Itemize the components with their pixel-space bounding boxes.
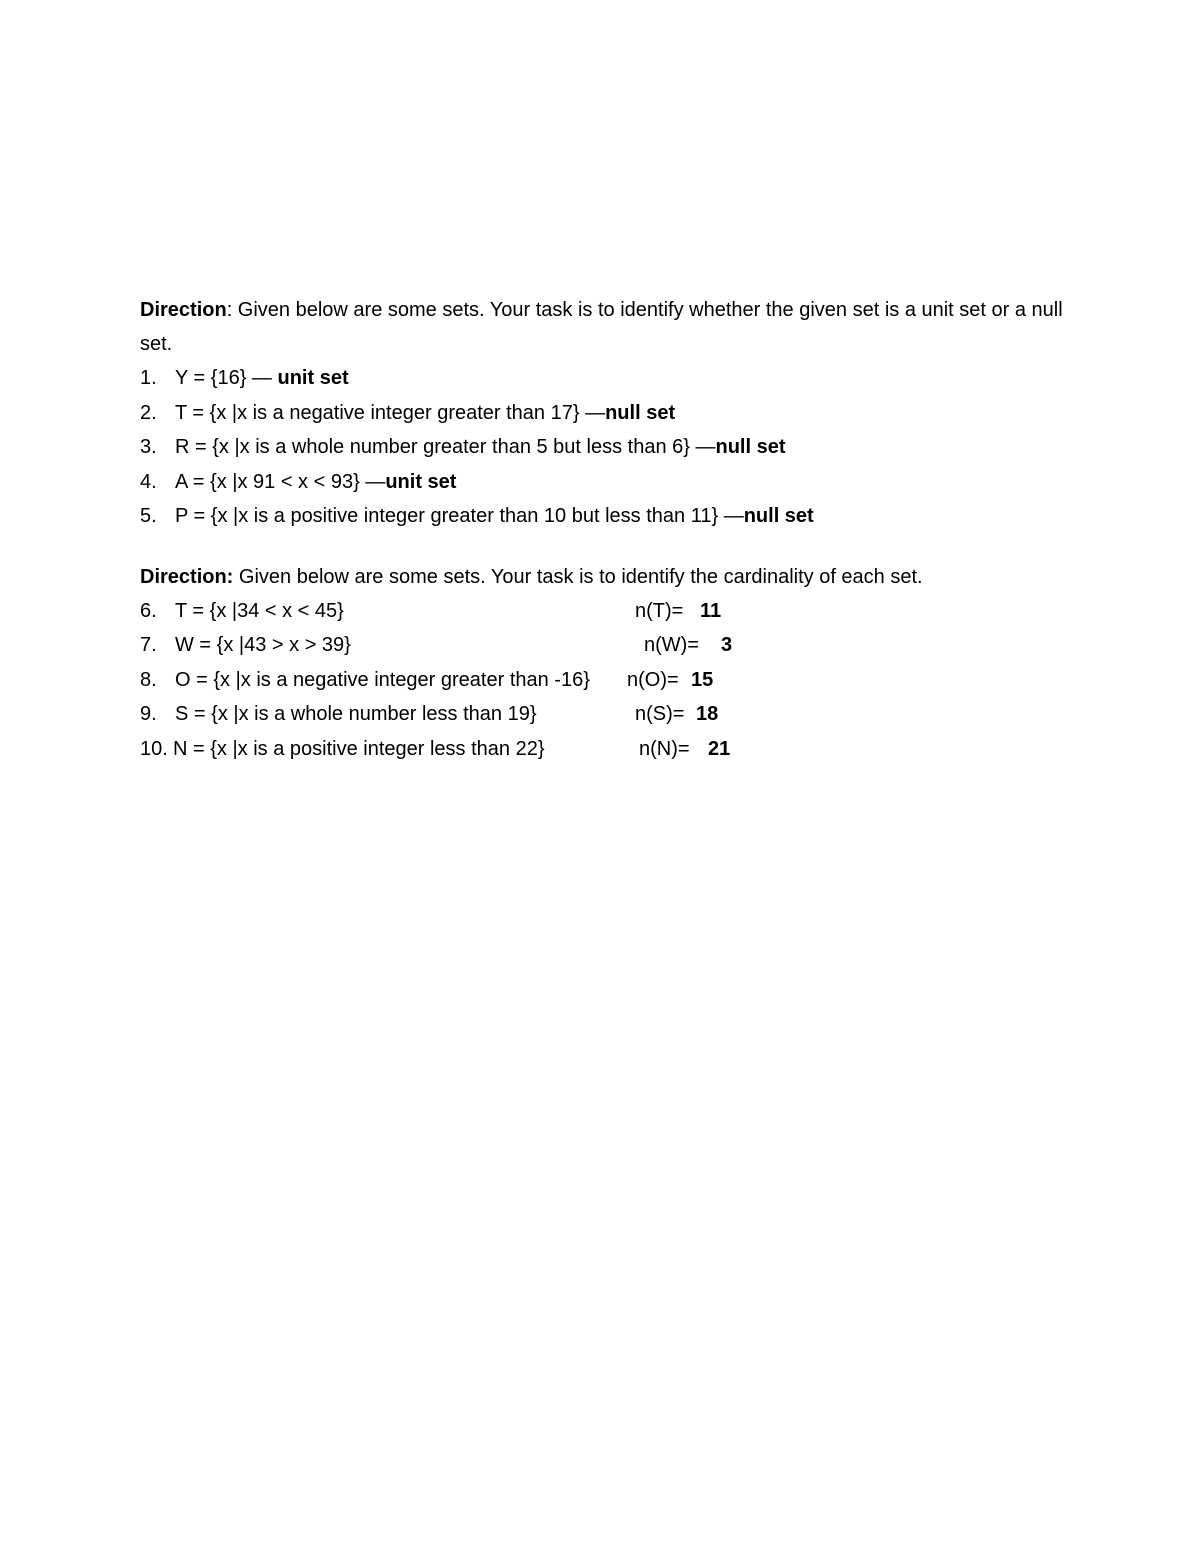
list-item — [140, 663, 1100, 698]
cardinality-value: 18 — [696, 703, 719, 725]
item-number: 5. — [140, 505, 157, 527]
set-expression — [175, 396, 675, 430]
list-item — [140, 628, 1100, 663]
set-expression — [175, 499, 814, 533]
cardinality-value: 15 — [691, 668, 714, 691]
worksheet-page — [140, 293, 1100, 766]
item-number: 4. — [140, 470, 157, 493]
item-number: 2. — [140, 401, 157, 424]
set-definition: T = {x |x is a negative integer greater than 17} — — [175, 401, 606, 424]
list-item — [140, 697, 1100, 732]
list-item — [140, 396, 1100, 431]
item-number: 3. — [140, 436, 157, 458]
item-number: 1. — [140, 367, 157, 389]
set-definition: A = {x |x 91 < x < 93} — — [175, 470, 386, 493]
list-item — [140, 499, 1100, 534]
cardinality-label: n(N)= — [639, 737, 690, 760]
cardinality-label: n(S)= — [635, 703, 685, 725]
cardinality-label: n(O)= — [627, 668, 679, 691]
cardinality-label: n(W)= — [644, 634, 699, 656]
cardinality-label: n(T)= — [635, 599, 684, 622]
set-answer: null set — [743, 505, 814, 527]
direction-paragraph-1 — [140, 293, 1100, 361]
set-expression — [175, 430, 786, 464]
direction-text: Given below are some sets. Your task is to identify the cardinality of each set. — [233, 565, 923, 588]
item-number: 9. — [140, 703, 157, 725]
cardinality-value: 21 — [708, 737, 731, 760]
set-answer: unit set — [385, 470, 457, 493]
item-number: 6. — [140, 599, 157, 622]
direction-paragraph-2 — [140, 560, 1100, 594]
list-item — [140, 594, 1100, 629]
section-spacer — [140, 534, 1100, 560]
set-expression: W = {x |43 > x > 39} — [175, 634, 351, 656]
direction-label: Direction — [140, 299, 227, 321]
list-item — [140, 465, 1100, 500]
set-answer: unit set — [277, 367, 349, 389]
set-definition: P = {x |x is a positive integer greater than 10 but less than 11} — — [175, 505, 744, 527]
item-number: 7. — [140, 634, 157, 656]
list-item — [140, 732, 1100, 767]
list-item — [140, 361, 1100, 396]
set-expression — [140, 732, 168, 766]
direction-text: : Given below are some sets. Your task is to identify whether the given set is a unit set or a null set. — [140, 299, 1063, 355]
list-item — [140, 430, 1100, 465]
item-number: 8. — [140, 668, 157, 691]
cardinality-value: 3 — [721, 634, 733, 656]
set-expression: O = {x |x is a negative integer greater than -16} — [175, 668, 590, 691]
set-answer: null set — [605, 401, 676, 424]
set-definition: N = {x |x is a positive integer less than 22} — [173, 737, 545, 760]
direction-label: Direction: — [140, 565, 234, 588]
cardinality-value: 11 — [700, 599, 722, 622]
set-answer: null set — [715, 436, 786, 458]
set-definition: Y = {16} — — [175, 367, 278, 389]
set-expression — [175, 465, 456, 499]
set-expression: T = {x |34 < x < 45} — [175, 599, 344, 622]
set-definition: R = {x |x is a whole number greater than 5 but less than 6} — — [175, 436, 716, 458]
item-number: 10. — [140, 737, 168, 760]
set-expression: S = {x |x is a whole number less than 19} — [175, 703, 537, 725]
set-expression — [175, 361, 349, 395]
